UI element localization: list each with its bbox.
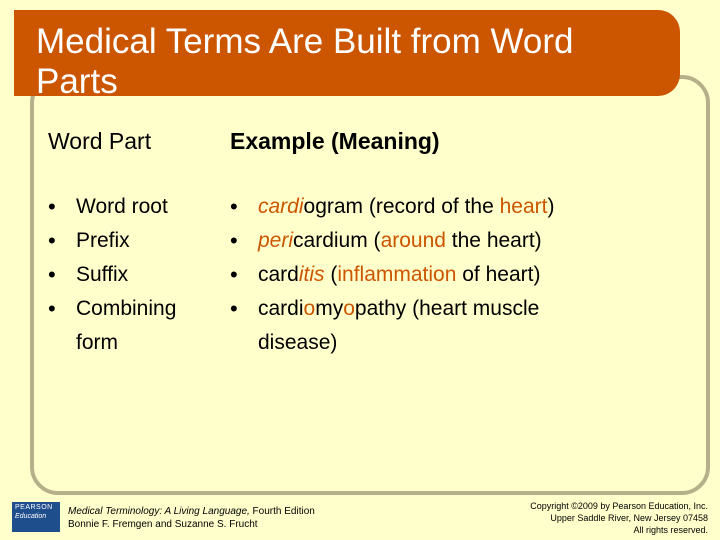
- right-column-heading: Example (Meaning): [230, 128, 440, 154]
- example-prefix: cardi: [258, 297, 304, 320]
- example-text: (: [324, 263, 338, 286]
- example-end: pathy (heart muscle disease): [258, 297, 540, 354]
- example-meaning: around: [380, 229, 446, 252]
- left-column-heading: Word Part: [48, 128, 152, 154]
- example-text: ogram (record of the: [303, 195, 500, 218]
- logo-line2: Education: [15, 513, 47, 520]
- slide-title: Medical Terms Are Built from Word Parts: [36, 22, 574, 101]
- example-highlight: cardi: [258, 195, 304, 218]
- example-highlight: peri: [258, 229, 294, 252]
- list-item: [230, 258, 620, 292]
- example-meaning: o: [343, 297, 355, 320]
- list-item: • Prefix: [48, 224, 208, 258]
- list-item: • Combining form: [48, 292, 208, 360]
- copyright-line: Copyright ©2009 by Pearson Education, Inc.: [530, 501, 708, 511]
- example-end: the heart): [445, 229, 542, 252]
- footer-citation: [68, 505, 315, 531]
- list-item: • Word root: [48, 190, 208, 224]
- example-highlight: o: [303, 297, 316, 320]
- copyright-line: All rights reserved.: [633, 525, 708, 535]
- list-item: [230, 224, 620, 258]
- footer-copyright: [478, 500, 708, 536]
- example-meaning: inflammation: [337, 263, 457, 286]
- title-bar: [14, 10, 680, 101]
- example-meaning: heart: [499, 195, 548, 218]
- example-end: of heart): [456, 263, 541, 286]
- example-prefix: card: [258, 263, 299, 286]
- list-item: [230, 292, 620, 360]
- example-highlight: itis: [298, 263, 325, 286]
- pearson-logo: [12, 502, 60, 532]
- word-part-list: [48, 190, 208, 360]
- example-text: cardium (: [293, 229, 381, 252]
- example-text: my: [315, 297, 344, 320]
- book-title: Medical Terminology: A Living Language,: [68, 506, 250, 517]
- list-item: [230, 190, 620, 224]
- copyright-line: Upper Saddle River, New Jersey 07458: [550, 513, 708, 523]
- example-list: [230, 190, 620, 360]
- book-edition: Fourth Edition: [249, 506, 315, 517]
- logo-line1: PEARSON: [15, 504, 53, 511]
- book-authors: Bonnie F. Fremgen and Suzanne S. Frucht: [68, 519, 258, 530]
- example-end: ): [547, 195, 555, 218]
- list-item: • Suffix: [48, 258, 208, 292]
